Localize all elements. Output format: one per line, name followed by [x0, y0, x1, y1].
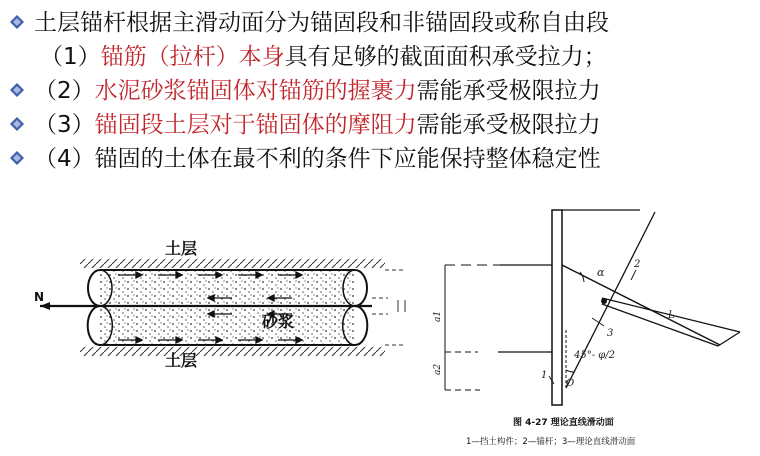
figures — [0, 200, 760, 456]
bond-start-point — [601, 298, 607, 304]
force-label: N — [34, 290, 45, 304]
anchor-rod — [562, 265, 720, 345]
dim-a2: a2 — [433, 363, 443, 375]
label-alpha: α — [597, 266, 605, 279]
sliding-plane-figure — [433, 210, 740, 447]
figure-caption-legend: 1—挡土构件；2—锚杆；3—理论直线滑动面 — [466, 437, 636, 447]
cylinder-left-end — [88, 270, 100, 345]
figure-caption-title: 图 4-27 理论直线滑动面 — [513, 418, 614, 428]
soil-label-top: 土层 — [165, 239, 198, 258]
diamond-bullet-icon — [10, 151, 24, 165]
mortar-body — [100, 270, 355, 345]
bullet-text: （3）锚固段土层对于锚固体的摩阻力需能承受极限拉力 — [34, 112, 601, 138]
label-anchor: 2 — [634, 259, 641, 270]
bullet-text: 土层锚杆根据主滑动面分为锚固段和非锚固段或称自由段 — [34, 10, 609, 36]
soil-hatch-bottom — [80, 347, 385, 356]
soil-hatch-top — [80, 259, 385, 268]
diamond-bullet-icon — [10, 83, 24, 97]
label-plane: 3 — [607, 328, 614, 339]
bullet-text: （4）锚固的土体在最不利的条件下应能保持整体稳定性 — [34, 146, 601, 172]
diamond-bullet-icon — [10, 15, 24, 29]
mortar-label: 砂浆 — [262, 312, 295, 331]
label-wall: 1 — [541, 370, 548, 381]
bullet-text: （1）锚筋（拉杆）本身具有足够的截面面积承受拉力； — [40, 44, 607, 70]
label-angle: 45°- φ/2 — [574, 350, 616, 361]
soil-label-bottom: 土层 — [165, 351, 198, 370]
sliding-plane-line — [566, 212, 655, 388]
bullet-text: （2）水泥砂浆锚固体对锚筋的握裹力需能承受极限拉力 — [34, 78, 601, 104]
retaining-wall — [552, 210, 562, 405]
dim-a1: a1 — [433, 310, 443, 322]
diamond-bullet-icon — [10, 117, 24, 131]
label-origin: O — [566, 378, 575, 389]
label-bond-length: L — [668, 310, 675, 321]
anchor-bond-figure — [34, 239, 405, 370]
